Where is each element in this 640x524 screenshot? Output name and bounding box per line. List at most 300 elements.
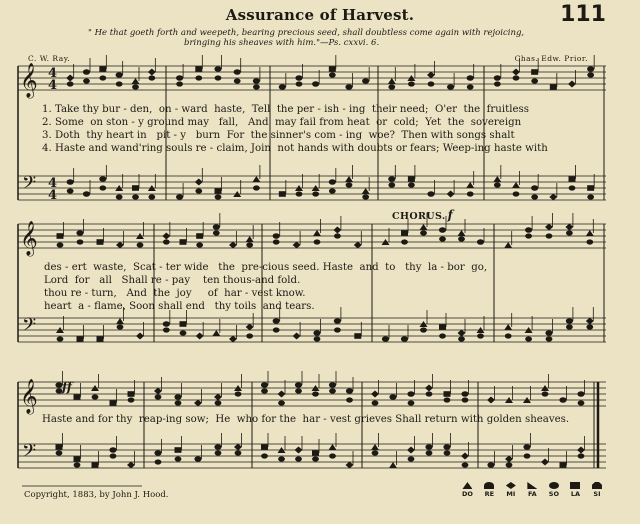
bass-3d-alto-note <box>462 462 469 467</box>
bass-2b-mi-note <box>196 333 204 340</box>
treble-2a-la-note <box>97 239 104 245</box>
bass-3a-alto-note <box>110 453 117 458</box>
treble-3d-alto-note <box>408 400 415 405</box>
bass-1c-la-note <box>279 191 286 197</box>
treble-3c-so-note <box>295 382 302 388</box>
bass-3b-la-note <box>175 447 182 453</box>
treble-2b-alto-note <box>163 239 170 244</box>
bass-2b-alto-note <box>163 327 170 332</box>
treble-3e-mi-note <box>487 397 495 404</box>
bass-1a-so-note <box>83 191 90 197</box>
treble-2e-alto-note <box>586 239 593 244</box>
bass-3d-do-note <box>371 444 379 450</box>
treble-clef-3: 𝄞 <box>20 379 38 414</box>
treble-2a-so-note <box>76 230 83 236</box>
bass-1c-so-note <box>329 179 336 185</box>
bass-1a-alto-note <box>148 194 155 199</box>
bass-3a-la-note <box>74 456 81 462</box>
bass-2a-alto-note <box>57 336 64 341</box>
treble-2d-so-note <box>477 239 484 245</box>
bass-3d-alto-note <box>372 450 379 455</box>
bass-1b-mi-note <box>195 179 203 186</box>
do-shape-icon <box>462 482 472 489</box>
bass-1c-do-note <box>345 176 353 182</box>
treble-3b-mi-note <box>194 400 202 407</box>
bass-3d-so-note <box>443 444 450 450</box>
treble-3a-alto-note <box>128 397 135 402</box>
bass-3e-mi-note <box>541 459 549 466</box>
treble-3a-la-note <box>110 400 117 406</box>
treble-3d-la-note <box>444 391 451 397</box>
bass-2c-alto-note <box>273 327 280 332</box>
bass-3c-alto-note <box>261 453 268 458</box>
fortissimo-marking: ff <box>62 380 72 394</box>
bass-2a-mi-note <box>136 333 144 340</box>
bass-2e-alto-note <box>525 336 532 341</box>
treble-2c-so-note <box>273 233 280 239</box>
bass-1e-alto-note <box>531 194 538 199</box>
verse-2-line-b: Lord for all Shall re - pay ten thous-and fold. <box>44 275 301 286</box>
treble-2a-alto-note <box>77 239 84 244</box>
treble-3b-alto-note <box>155 394 162 399</box>
bass-2e-alto-note <box>566 324 573 329</box>
treble-1a-la-note <box>99 66 106 72</box>
treble-2d-la-note <box>401 230 408 236</box>
treble-1c-so-note <box>345 84 352 90</box>
bass-1b-alto-note <box>253 185 260 190</box>
bass-2d-alto-note <box>458 336 465 341</box>
bass-3a-alto-note <box>74 462 81 467</box>
bass-1a-alto-note <box>116 194 123 199</box>
treble-1e-alto-note <box>531 78 538 83</box>
treble-3d-alto-note <box>462 397 469 402</box>
bass-3a-la-note <box>56 444 63 450</box>
treble-2b-alto-note <box>196 242 203 247</box>
treble-1c-alto-note <box>329 72 336 77</box>
solfege-si-label: SI <box>593 490 601 498</box>
bass-1c-alto-note <box>362 194 369 199</box>
treble-1b-so-note <box>214 66 221 72</box>
copyright-notice: Copyright, 1883, by John J. Hood. <box>24 490 169 500</box>
treble-1a-alto-note <box>132 84 139 89</box>
verse-1-line-b: des - ert waste, Scat - ter wide the pre-cious seed. Haste and to thy la - bor go, <box>44 262 488 273</box>
bass-2e-so-note <box>545 330 552 336</box>
bass-1e-do-note <box>512 182 520 188</box>
bass-2d-alto-note <box>420 327 427 332</box>
chorus-dynamic: f <box>447 208 454 222</box>
bass-1b-la-note <box>215 188 222 194</box>
bass-1d-alto-note <box>388 182 395 187</box>
treble-1a-alto-note <box>148 75 155 80</box>
bass-2e-mi-note <box>586 318 594 325</box>
treble-3c-alto-note <box>312 391 319 396</box>
treble-3d-so-note <box>461 391 468 397</box>
bass-3e-mi-note <box>577 447 585 454</box>
bass-3b-alto-note <box>235 450 242 455</box>
treble-3a-alto-note <box>92 394 99 399</box>
bass-2d-alto-note <box>439 333 446 338</box>
bass-3d-mi-note <box>461 453 469 460</box>
bass-3d-so-note <box>425 444 432 450</box>
treble-2c-alto-note <box>334 233 341 238</box>
bass-3a-so-note <box>109 447 116 453</box>
bass-3d-mi-note <box>407 447 415 454</box>
bass-2e-do-note <box>504 324 512 330</box>
treble-1e-mi-note <box>512 69 520 76</box>
solfege-re-label: RE <box>484 490 495 498</box>
bass-1d-la-note <box>408 176 415 182</box>
bass-2c-alto-note <box>334 327 341 332</box>
treble-2e-mi-note <box>545 224 553 231</box>
bass-2b-so-note <box>163 321 170 327</box>
treble-1e-la-note <box>550 84 557 90</box>
treble-2a-alto-note <box>137 242 144 247</box>
solfege-so-label: SO <box>548 490 560 498</box>
treble-3c-so-note <box>329 382 336 388</box>
treble-1d-alto-note <box>428 81 435 86</box>
treble-2b-do-note <box>246 236 254 242</box>
bass-2d-so-note <box>382 336 389 342</box>
bass-1c-alto-note <box>312 191 319 196</box>
bass-1e-la-note <box>569 176 576 182</box>
bass-1e-alto-note <box>587 194 594 199</box>
so-shape-icon <box>549 482 559 489</box>
bass-3e-alto-note <box>578 453 585 458</box>
treble-2e-do-note <box>504 242 512 248</box>
bass-2b-mi-note <box>229 336 237 343</box>
solfege-fa-label: FA <box>527 490 537 498</box>
bass-1e-mi-note <box>549 194 557 201</box>
bass-3b-alto-note <box>175 456 182 461</box>
solfege-la-label: LA <box>570 490 581 498</box>
bass-1d-do-note <box>466 182 474 188</box>
bass-1a-alto-note <box>99 185 106 190</box>
treble-2b-alto-note <box>246 242 253 247</box>
treble-2d-alto-note <box>458 236 465 241</box>
bass-3e-so-note <box>487 462 494 468</box>
verse-4-line-a: 4. Haste and wand'ring souls re - claim, Join not hands with doubts or fears; Weep-ing haste with <box>42 143 548 154</box>
treble-1b-so-note <box>176 75 183 81</box>
time-signature-treble: 4 <box>48 66 58 81</box>
bass-3e-so-note <box>523 444 530 450</box>
treble-1a-so-note <box>83 69 90 75</box>
bass-3c-mi-note <box>295 447 303 454</box>
re-shape-icon <box>484 482 494 489</box>
bass-3d-do-note <box>389 462 397 468</box>
treble-2d-so-note <box>439 227 446 233</box>
treble-1d-so-note <box>447 84 454 90</box>
si-shape-icon <box>592 482 602 489</box>
bass-3b-alto-note <box>155 459 162 464</box>
bass-2c-so-note <box>273 318 280 324</box>
treble-1c-alto-note <box>296 81 303 86</box>
time-signature-treble: 4 <box>48 78 58 93</box>
bass-2b-do-note <box>212 330 220 336</box>
treble-2c-do-note <box>313 230 321 236</box>
treble-3d-so-note <box>407 391 414 397</box>
bass-2a-do-note <box>116 318 124 324</box>
treble-3b-alto-note <box>235 391 242 396</box>
bass-1b-alto-note <box>215 194 222 199</box>
treble-2d-alto-note <box>439 236 446 241</box>
treble-1c-so-note <box>295 75 302 81</box>
treble-2b-so-note <box>213 224 220 230</box>
treble-1b-so-note <box>234 69 241 75</box>
treble-2c-mi-note <box>333 227 341 234</box>
treble-2e-mi-note <box>565 224 573 231</box>
bass-1c-alto-note <box>296 191 303 196</box>
treble-clef-2: 𝄞 <box>20 221 38 256</box>
treble-1c-so-note <box>312 81 319 87</box>
bass-2e-so-note <box>566 318 573 324</box>
bass-1a-alto-note <box>132 194 139 199</box>
treble-1a-so-note <box>116 72 123 78</box>
fa-shape-icon <box>527 482 537 489</box>
treble-1c-so-note <box>279 84 286 90</box>
treble-3b-alto-note <box>175 400 182 405</box>
treble-2e-so-note <box>525 227 532 233</box>
bass-1e-do-note <box>493 176 501 182</box>
bass-1b-do-note <box>252 176 260 182</box>
treble-1a-mi-note <box>66 75 74 82</box>
bass-3a-mi-note <box>127 462 135 469</box>
bass-3b-mi-note <box>234 444 242 451</box>
treble-1b-la-note <box>195 66 202 72</box>
bass-1e-alto-note <box>569 185 576 190</box>
bass-1d-mi-note <box>447 191 455 198</box>
verse-3-line-a: 3. Doth thy heart in pit - y burn For the sinner's com - ing woe? Then with songs shalt <box>42 130 515 141</box>
treble-3c-alto-note <box>261 388 268 393</box>
treble-2d-do-note <box>420 224 428 230</box>
treble-3c-so-note <box>261 382 268 388</box>
treble-1d-so-note <box>467 75 474 81</box>
treble-3a-la-note <box>74 394 81 400</box>
treble-1a-alto-note <box>116 81 123 86</box>
bass-3c-la-note <box>312 450 319 456</box>
epigraph-line-1: " He that goeth forth and weepeth, bearing precious seed, shall doubtless come again with rejoicing, <box>88 28 525 38</box>
treble-3b-mi-note <box>214 394 222 401</box>
treble-3b-mi-note <box>154 388 162 395</box>
treble-3c-mi-note <box>278 391 286 398</box>
time-signature-bass: 4 <box>48 188 58 203</box>
bass-1a-so-note <box>99 176 106 182</box>
bass-1e-alto-note <box>513 191 520 196</box>
treble-1d-alto-note <box>467 84 474 89</box>
bass-1d-alto-note <box>467 191 474 196</box>
treble-2b-mi-note <box>162 233 170 240</box>
bass-3d-alto-note <box>444 450 451 455</box>
treble-2a-mi-note <box>116 242 124 249</box>
solfege-la <box>570 482 580 498</box>
bass-3a-alto-note <box>56 450 63 455</box>
bass-2e-alto-note <box>505 333 512 338</box>
bass-3d-alto-note <box>426 450 433 455</box>
bass-3c-la-note <box>261 444 268 450</box>
bass-1c-alto-note <box>346 182 353 187</box>
bass-3e-alto-note <box>506 462 513 467</box>
treble-1e-so-note <box>587 66 594 72</box>
bass-2c-la-note <box>354 333 361 339</box>
bass-1c-alto-note <box>329 188 336 193</box>
treble-1a-do-note <box>132 78 140 84</box>
time-signature-bass: 4 <box>48 176 58 191</box>
treble-2b-la-note <box>180 239 187 245</box>
treble-3c-alto-note <box>346 397 353 402</box>
bass-2d-alto-note <box>477 333 484 338</box>
treble-1d-alto-note <box>408 81 415 86</box>
verse-3-line-b: thou re - turn, And the joy of har - vest know. <box>44 288 306 299</box>
treble-1b-alto-note <box>195 75 202 80</box>
bass-2d-so-note <box>401 336 408 342</box>
treble-2b-la-note <box>196 233 203 239</box>
bass-1d-so-note <box>388 176 395 182</box>
treble-1e-alto-note <box>513 75 520 80</box>
bass-2c-so-note <box>313 330 320 336</box>
verse-1-line-a: 1. Take thy bur - den, on - ward haste, Tell the per - ish - ing their need; O'er the fruitless <box>42 104 529 115</box>
treble-3c-alto-note <box>295 388 302 393</box>
bass-2e-alto-note <box>546 336 553 341</box>
treble-2c-alto-note <box>314 239 321 244</box>
treble-3d-alto-note <box>372 400 379 405</box>
solfege-do <box>462 482 473 498</box>
treble-1a-alto-note <box>67 81 74 86</box>
bass-2b-la-note <box>180 321 187 327</box>
treble-3e-so-note <box>559 397 566 403</box>
treble-1e-la-note <box>531 69 538 75</box>
bass-2a-la-note <box>97 336 104 342</box>
mi-shape-icon <box>506 482 516 489</box>
bass-3e-mi-note <box>505 456 513 463</box>
treble-3c-so-note <box>346 388 353 394</box>
treble-2b-alto-note <box>213 230 220 235</box>
treble-clef-1: 𝄞 <box>20 63 38 98</box>
treble-2e-alto-note <box>525 233 532 238</box>
bass-1d-so-note <box>427 191 434 197</box>
treble-1b-alto-note <box>176 81 183 86</box>
treble-1b-alto-note <box>253 84 260 89</box>
bass-3b-so-note <box>154 450 161 456</box>
bass-1b-so-note <box>176 194 183 200</box>
bass-2c-mi-note <box>293 333 301 340</box>
refrain-lyric: Haste and for thy reap-ing sow; He who for the har - vest grieves Shall return with golden sheaves. <box>42 414 570 425</box>
treble-1d-do-note <box>388 78 396 84</box>
bass-3c-alto-note <box>278 456 285 461</box>
solfege-mi <box>506 482 516 498</box>
bass-1c-do-note <box>362 188 370 194</box>
treble-1d-alto-note <box>388 84 395 89</box>
treble-2c-mi-note <box>354 242 362 249</box>
bass-3b-alto-note <box>215 450 222 455</box>
treble-3b-so-note <box>174 394 181 400</box>
treble-2a-la-note <box>57 233 64 239</box>
solfege-so <box>549 482 559 498</box>
page-number: 111 <box>560 2 606 27</box>
treble-1e-alto-note <box>587 72 594 77</box>
la-shape-icon <box>570 482 580 489</box>
treble-2e-alto-note <box>546 233 553 238</box>
bass-2a-la-note <box>77 336 84 342</box>
bass-2a-alto-note <box>117 324 124 329</box>
treble-3e-alto-note <box>578 400 585 405</box>
bass-3b-so-note <box>194 456 201 462</box>
bass-1e-la-note <box>587 185 594 191</box>
bass-1e-alto-note <box>494 182 501 187</box>
treble-3d-alto-note <box>426 391 433 396</box>
epigraph-line-2: bringing his sheaves with him."—Ps. cxxvi. 6. <box>184 38 380 48</box>
bass-3e-la-note <box>560 462 567 468</box>
treble-1b-alto-note <box>234 78 241 83</box>
treble-3e-alto-note <box>542 391 549 396</box>
bass-2d-la-note <box>439 324 446 330</box>
treble-1e-so-note <box>494 75 501 81</box>
treble-3c-alto-note <box>278 400 285 405</box>
solfege-legend <box>462 482 602 498</box>
treble-2d-alto-note <box>401 239 408 244</box>
treble-2c-mi-note <box>293 242 301 249</box>
treble-3e-so-note <box>577 391 584 397</box>
bass-2c-so-note <box>334 318 341 324</box>
bass-1e-so-note <box>531 185 538 191</box>
bass-2b-alto-note <box>180 330 187 335</box>
treble-2b-mi-note <box>229 242 237 249</box>
bass-clef-2: 𝄢 <box>22 315 37 340</box>
bass-1a-la-note <box>132 185 139 191</box>
treble-1a-alto-note <box>83 78 90 83</box>
bass-1b-alto-note <box>195 188 202 193</box>
bass-clef-3: 𝄢 <box>22 441 37 466</box>
bass-3b-so-note <box>214 444 221 450</box>
treble-3d-mi-note <box>425 385 433 392</box>
chorus-label <box>392 208 453 222</box>
treble-1b-so-note <box>253 78 260 84</box>
treble-1a-alto-note <box>99 75 106 80</box>
bass-3c-mi-note <box>346 462 354 469</box>
solfege-fa <box>527 482 537 498</box>
verse-2-line-a: 2. Some on ston - y ground may fall, And may fail from heat or cold; Yet the sovereign <box>42 117 522 128</box>
treble-2a-alto-note <box>57 242 64 247</box>
bass-3c-alto-note <box>329 453 336 458</box>
treble-1e-alto-note <box>494 81 501 86</box>
hymn-title: Assurance of Harvest. <box>225 6 415 24</box>
solfege-do-label: DO <box>462 490 473 498</box>
bass-2b-mi-note <box>246 324 254 331</box>
treble-1d-mi-note <box>427 72 435 79</box>
composer-credit: C. W. Ray. <box>28 54 71 63</box>
treble-2c-alto-note <box>273 239 280 244</box>
bass-clef-1: 𝄢 <box>22 173 37 198</box>
verse-4-line-b: heart a - flame, Soon shall end thy toils and tears. <box>44 301 315 312</box>
bass-3c-alto-note <box>312 456 319 461</box>
bass-2d-mi-note <box>458 330 466 337</box>
bass-2e-alto-note <box>586 324 593 329</box>
treble-2d-alto-note <box>420 230 427 235</box>
treble-3d-mi-note <box>371 391 379 398</box>
treble-2e-do-note <box>586 230 594 236</box>
treble-1c-la-note <box>329 66 336 72</box>
treble-3d-so-note <box>389 394 396 400</box>
bass-3c-alto-note <box>295 456 302 461</box>
bass-3a-la-note <box>92 462 99 468</box>
bass-2c-alto-note <box>314 336 321 341</box>
chorus-text: CHORUS. <box>392 211 446 222</box>
treble-2e-alto-note <box>566 230 573 235</box>
treble-2d-do-note <box>458 230 466 236</box>
solfege-re <box>484 482 494 498</box>
bass-1a-alto-note <box>67 188 74 193</box>
treble-1c-so-note <box>362 78 369 84</box>
treble-3c-alto-note <box>329 388 336 393</box>
treble-1a-mi-note <box>148 69 156 76</box>
